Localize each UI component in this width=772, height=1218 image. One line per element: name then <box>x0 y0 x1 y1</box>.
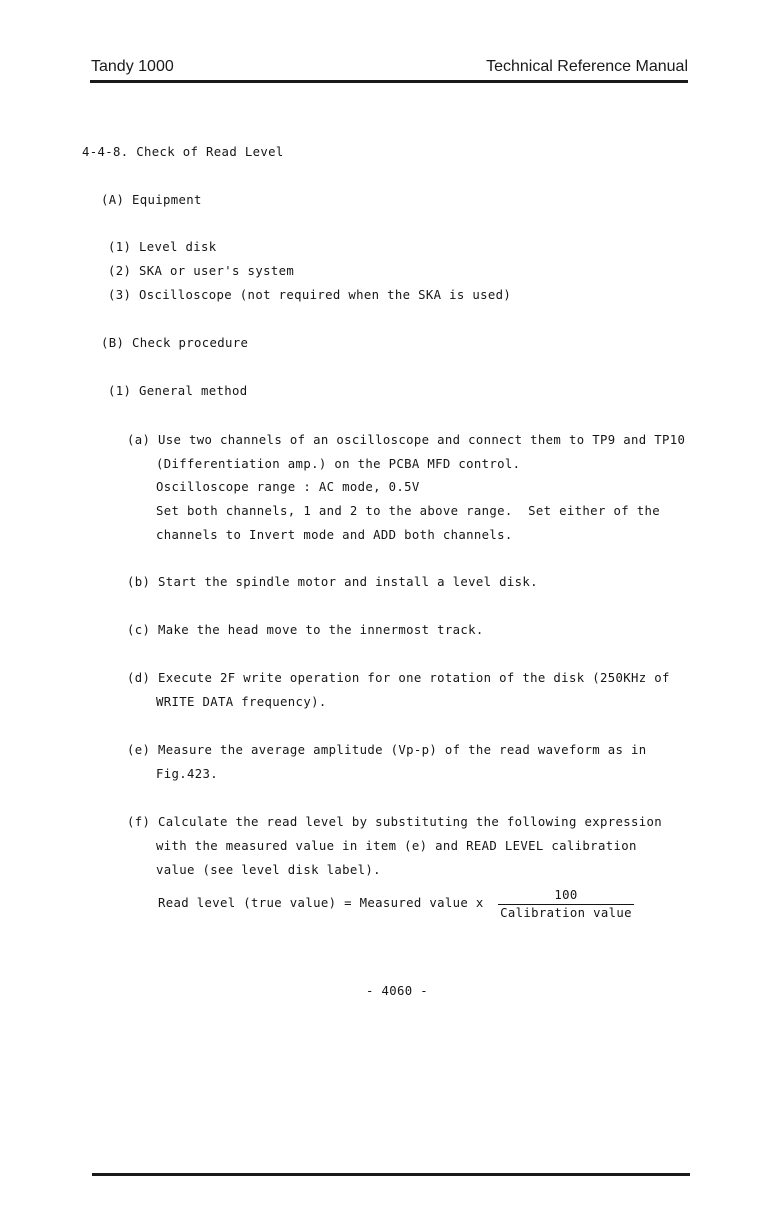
step-a-line-3: Oscilloscope range : AC mode, 0.5V <box>156 480 420 494</box>
step-c: (c) Make the head move to the innermost track. <box>127 623 484 637</box>
footer-rule <box>92 1173 690 1176</box>
equipment-item-1: (1) Level disk <box>108 240 217 254</box>
step-a-line-1: (a) Use two channels of an oscilloscope and connect them to TP9 and TP10 <box>127 433 686 447</box>
general-method-heading: (1) General method <box>108 384 248 398</box>
section-title: 4-4-8. Check of Read Level <box>82 145 284 159</box>
step-b: (b) Start the spindle motor and install a level disk. <box>127 575 538 589</box>
step-a-line-5: channels to Invert mode and ADD both channels. <box>156 528 513 542</box>
header-title-right: Technical Reference Manual <box>486 58 688 75</box>
step-e-line-2: Fig.423. <box>156 767 219 781</box>
step-f-line-1: (f) Calculate the read level by substituting the following expression <box>127 815 662 829</box>
formula-numerator: 100 <box>554 888 578 902</box>
formula-denominator: Calibration value <box>500 906 632 920</box>
header-title-left: Tandy 1000 <box>91 58 174 75</box>
step-d-line-2: WRITE DATA frequency). <box>156 695 327 709</box>
header-rule <box>90 80 688 83</box>
step-a-line-2: (Differentiation amp.) on the PCBA MFD control. <box>156 457 521 471</box>
formula-lhs: Read level (true value) = Measured value x <box>158 896 484 910</box>
step-e-line-1: (e) Measure the average amplitude (Vp-p) of the read waveform as in <box>127 743 647 757</box>
fraction-bar <box>498 904 634 905</box>
procedure-heading: (B) Check procedure <box>101 336 249 350</box>
formula-fraction <box>498 888 634 920</box>
step-f-line-2: with the measured value in item (e) and READ LEVEL calibration <box>156 839 637 853</box>
step-f-line-3: value (see level disk label). <box>156 863 381 877</box>
page-number: - 4060 - <box>366 984 429 998</box>
equipment-heading: (A) Equipment <box>101 193 202 207</box>
step-d-line-1: (d) Execute 2F write operation for one rotation of the disk (250KHz of <box>127 671 670 685</box>
equipment-item-3: (3) Oscilloscope (not required when the SKA is used) <box>108 288 512 302</box>
equipment-item-2: (2) SKA or user's system <box>108 264 295 278</box>
step-a-line-4: Set both channels, 1 and 2 to the above range. Set either of the <box>156 504 660 518</box>
